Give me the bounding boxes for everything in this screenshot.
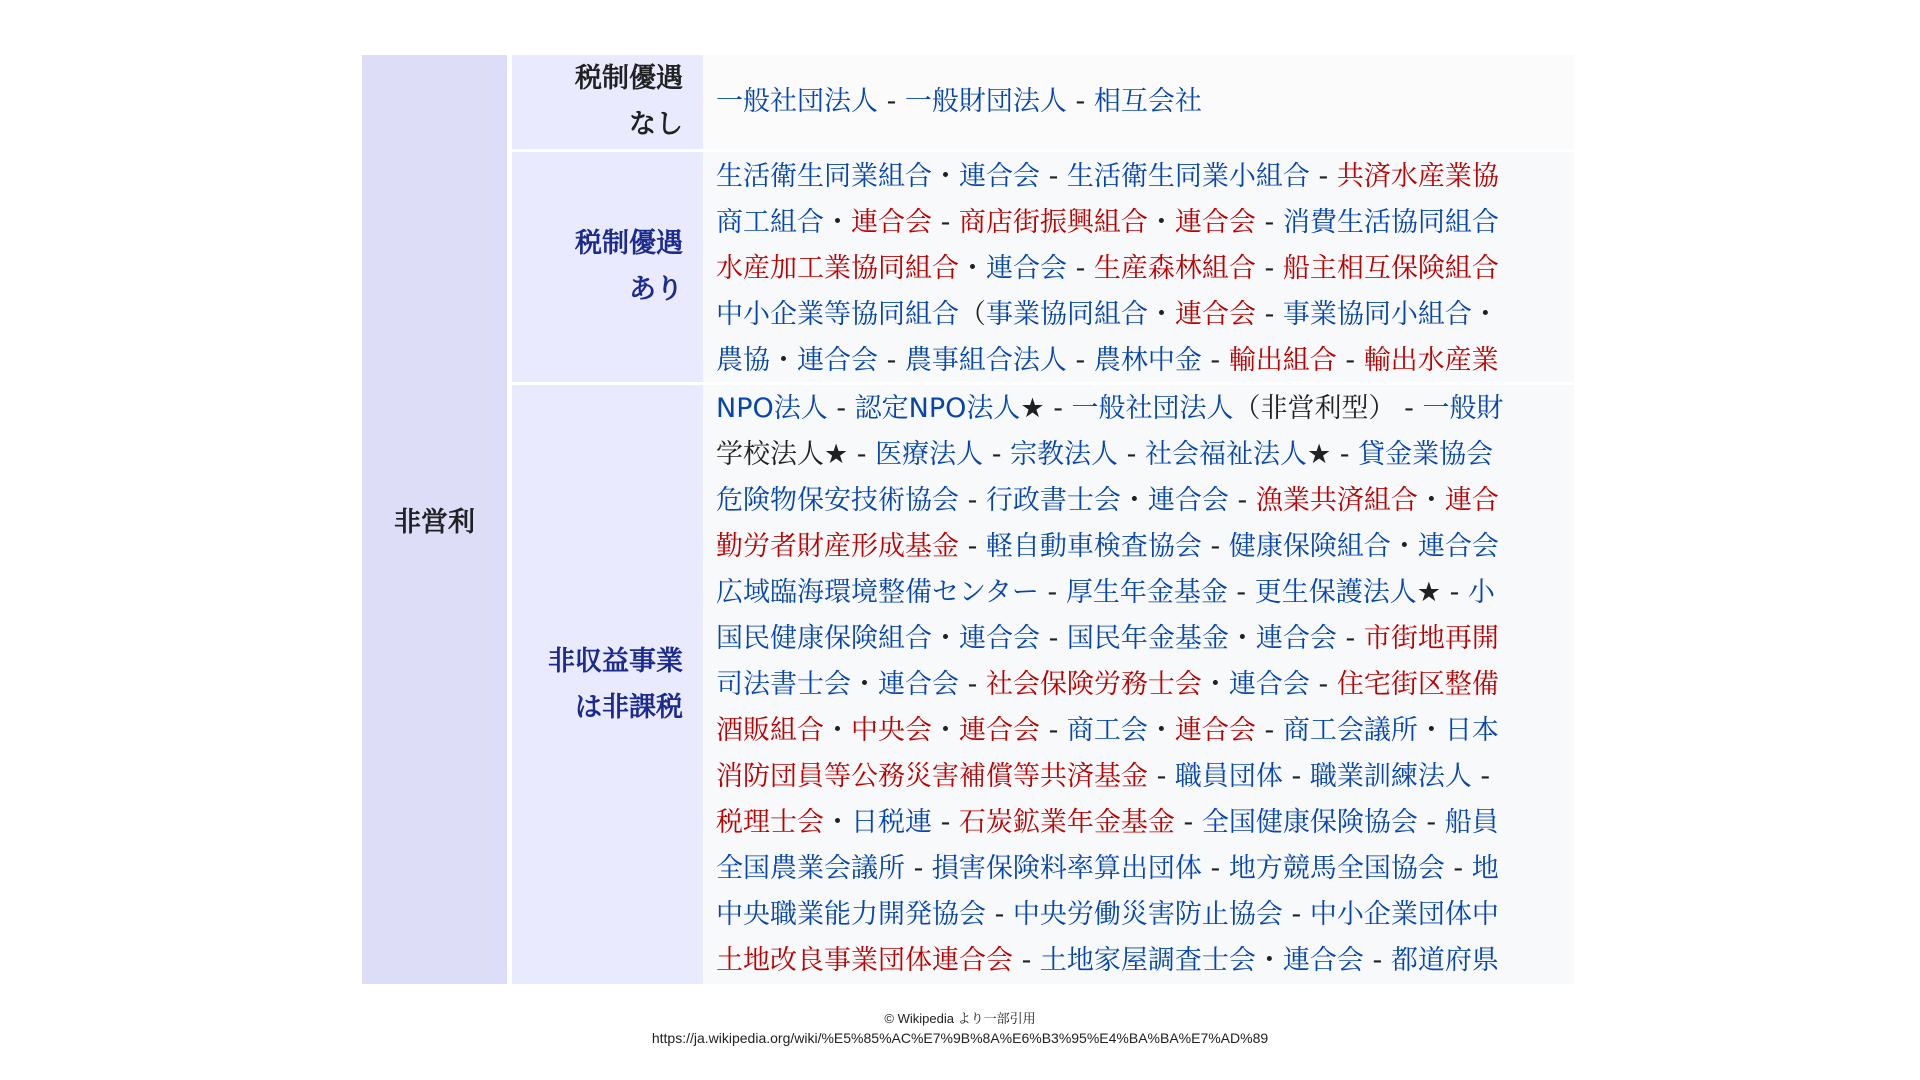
separator: ・ — [1147, 715, 1175, 746]
entity-link[interactable]: 医療法人 — [875, 439, 984, 470]
separator: - — [1040, 623, 1067, 654]
separator: ・ — [932, 161, 959, 192]
entity-text: ★ — [1020, 393, 1045, 424]
category-label-line: あり — [629, 274, 683, 305]
entity-row — [716, 200, 1499, 246]
entity-link[interactable]: 連合会 — [1282, 945, 1364, 976]
separator: - — [932, 807, 959, 838]
separator: - — [1255, 207, 1283, 238]
entity-link[interactable]: 農協 — [716, 345, 770, 376]
entity-link[interactable]: 連合会 — [878, 669, 959, 700]
separator: ・ — [1120, 485, 1148, 516]
entity-link[interactable]: 日本 — [1444, 715, 1499, 746]
entity-link[interactable]: 連合会 — [986, 253, 1067, 284]
entity-link[interactable]: 連合会 — [959, 161, 1040, 192]
entity-row — [716, 524, 1499, 570]
entity-link[interactable]: NPO法人 — [716, 393, 828, 424]
entity-link-missing[interactable]: 消防団員等公務災害補償等共済基金 — [716, 761, 1148, 792]
separator: ・ — [1417, 715, 1445, 746]
entity-link[interactable]: 連合会 — [1228, 669, 1310, 700]
separator: - — [983, 439, 1011, 470]
separator: - — [1174, 807, 1202, 838]
outer-category-cell — [362, 55, 507, 984]
entity-link[interactable]: 司法書士会 — [716, 669, 851, 700]
separator: - — [1336, 345, 1364, 376]
separator: - — [1066, 345, 1094, 376]
separator: - — [1336, 623, 1364, 654]
entity-link-missing[interactable]: 社会保険労務士会 — [985, 669, 1202, 700]
entity-link[interactable]: 連合会 — [1255, 623, 1337, 654]
entity-link-missing[interactable]: 連合会 — [1175, 299, 1256, 330]
entity-row — [716, 386, 1503, 432]
entity-link[interactable]: 社会福祉法人 — [1144, 439, 1307, 470]
entity-row — [716, 662, 1499, 708]
entity-link[interactable]: 損害保険料率算出団体 — [931, 853, 1202, 884]
entity-link-missing[interactable]: 生産森林組合 — [1093, 253, 1256, 284]
entity-link[interactable]: 地 — [1471, 853, 1499, 884]
entity-row — [716, 79, 1202, 125]
separator: - — [1040, 161, 1067, 192]
category-label-non-taxable[interactable] — [548, 639, 683, 731]
entity-link[interactable]: 日税連 — [851, 807, 932, 838]
entity-link[interactable]: 都道府県 — [1390, 945, 1499, 976]
entity-link[interactable]: 国民年金基金 — [1066, 623, 1229, 654]
entity-row — [716, 708, 1499, 754]
separator: ・ — [1417, 485, 1445, 516]
entity-link-missing[interactable]: 勤労者財産形成基金 — [716, 531, 959, 562]
separator: - — [848, 439, 876, 470]
separator: - — [1040, 715, 1067, 746]
entity-link[interactable]: 船員 — [1444, 807, 1499, 838]
entity-link-missing[interactable]: 水産加工業協同組合 — [716, 253, 959, 284]
entity-link[interactable]: 行政書士会 — [985, 485, 1121, 516]
category-label-no-tax-benefit — [575, 56, 683, 148]
entity-link[interactable]: 一般社団法人 — [716, 86, 878, 117]
entity-link-missing[interactable]: 輸出組合 — [1228, 345, 1337, 376]
separator: - — [932, 207, 959, 238]
entity-link[interactable]: 職員団体 — [1174, 761, 1283, 792]
separator: - — [1256, 299, 1283, 330]
entity-link[interactable]: 生活衛生同業組合 — [716, 161, 932, 192]
entity-link-missing[interactable]: 税理士会 — [716, 807, 824, 838]
separator: ・ — [1255, 945, 1283, 976]
outer-category-label: 非営利 — [394, 507, 475, 538]
entity-link[interactable]: 生活衛生同業小組合 — [1066, 161, 1310, 192]
entity-link[interactable]: 小 — [1467, 577, 1495, 608]
entity-text: ★ — [1416, 577, 1441, 608]
separator: ・ — [932, 623, 959, 654]
entity-link[interactable]: 国民健康保険組合 — [716, 623, 932, 654]
entity-link[interactable]: 貸金業協会 — [1358, 439, 1494, 470]
separator: - — [1044, 393, 1072, 424]
separator: ・ — [1201, 669, 1229, 700]
entity-row — [716, 432, 1493, 478]
entity-link[interactable]: 相互会社 — [1093, 86, 1202, 117]
entity-link[interactable]: 広域臨海環境整備センター — [716, 577, 1039, 608]
entity-row — [716, 846, 1499, 892]
separator: - — [878, 86, 905, 117]
entity-link[interactable]: 土地家屋調査士会 — [1039, 945, 1256, 976]
category-label-tax-benefit[interactable] — [575, 221, 683, 313]
entity-link[interactable]: 商工会 — [1066, 715, 1148, 746]
separator: - — [1201, 531, 1229, 562]
separator: - — [1282, 761, 1310, 792]
separator: - — [1444, 853, 1472, 884]
separator: - — [1038, 577, 1066, 608]
category-label-line: 税制優遇 — [575, 228, 683, 259]
entity-link[interactable]: 中央労働災害防止協会 — [1012, 899, 1283, 930]
separator: - — [1201, 853, 1229, 884]
entity-row — [716, 616, 1499, 662]
entity-row — [716, 338, 1499, 382]
separator: ・ — [1148, 299, 1175, 330]
category-cell-non-taxable — [512, 385, 703, 984]
separator: - — [1255, 253, 1283, 284]
entity-text: ★ — [1306, 439, 1332, 470]
entity-link[interactable]: 厚生年金基金 — [1065, 577, 1228, 608]
separator: - — [1417, 807, 1445, 838]
separator: （ — [959, 299, 986, 330]
separator: - — [1282, 899, 1310, 930]
entity-link-missing[interactable]: 連合会 — [851, 207, 932, 238]
entity-row — [716, 754, 1490, 800]
separator: - — [959, 531, 986, 562]
entity-link-missing[interactable]: 連合会 — [959, 715, 1040, 746]
entity-link[interactable]: 一般財 — [1422, 393, 1504, 424]
corporation-table — [362, 55, 1574, 984]
entity-row — [716, 938, 1499, 984]
category-label-line: 非収益事業 — [548, 645, 683, 677]
entity-row — [716, 478, 1499, 524]
entity-link[interactable]: 連合会 — [797, 345, 878, 376]
entity-link[interactable]: 宗教法人 — [1010, 439, 1119, 470]
entity-link[interactable]: 農事組合法人 — [904, 345, 1067, 376]
entity-link[interactable]: 商工会議所 — [1282, 715, 1418, 746]
separator: ・ — [959, 253, 986, 284]
credit-caption: © Wikipedia より一部引用 — [884, 1011, 1036, 1026]
entity-link[interactable]: 健康保険組合 — [1228, 531, 1391, 562]
category-label-line: は非課税 — [575, 691, 683, 723]
separator: - — [959, 485, 986, 516]
entity-link[interactable]: 全国健康保険協会 — [1201, 807, 1418, 838]
entity-link[interactable]: 中小企業等協同組合 — [716, 299, 959, 330]
entity-link-missing[interactable]: 連合 — [1444, 485, 1499, 516]
entity-list-tax-benefit — [703, 152, 1574, 382]
separator: - — [959, 669, 986, 700]
separator: - — [1227, 577, 1255, 608]
entity-list-no-tax-benefit — [703, 55, 1574, 149]
separator: - — [1471, 761, 1491, 792]
entity-text: 学校法人 — [716, 439, 824, 470]
separator: （非営利型） - — [1233, 393, 1423, 424]
separator: - — [1228, 485, 1256, 516]
entity-row — [716, 570, 1495, 616]
category-cell-no-tax-benefit — [512, 55, 703, 149]
separator: - — [1013, 945, 1040, 976]
entity-link[interactable]: 地方競馬全国協会 — [1228, 853, 1445, 884]
category-label-line: 税制優遇 — [575, 63, 683, 94]
entity-link-missing[interactable]: 漁業共済組合 — [1255, 485, 1418, 516]
entity-link-missing[interactable]: 酒販組合 — [716, 715, 824, 746]
separator: - — [905, 853, 932, 884]
entity-link[interactable]: 認定NPO法人 — [854, 393, 1021, 424]
separator: ・ — [1390, 531, 1418, 562]
separator: ・ — [932, 715, 959, 746]
category-cell-tax-benefit — [512, 152, 703, 382]
entity-link-missing[interactable]: 連合会 — [1174, 207, 1256, 238]
entity-link[interactable]: 中央職業能力開発協会 — [716, 899, 986, 930]
entity-row — [716, 292, 1499, 338]
entity-link[interactable]: 事業協同小組合 — [1282, 299, 1472, 330]
category-label-line: なし — [629, 109, 683, 140]
separator: ・ — [770, 345, 797, 376]
separator: - — [1201, 345, 1229, 376]
entity-link[interactable]: 一般財団法人 — [904, 86, 1067, 117]
entity-text: ★ — [824, 439, 849, 470]
entity-link[interactable]: 商工組合 — [716, 207, 824, 238]
entity-link-missing[interactable]: 連合会 — [1174, 715, 1256, 746]
entity-link[interactable]: 連合会 — [959, 623, 1040, 654]
entity-link-missing[interactable]: 共済水産業協 — [1336, 161, 1499, 192]
separator: - — [1363, 945, 1391, 976]
separator: - — [1066, 86, 1094, 117]
entity-link-missing[interactable]: 船主相互保険組合 — [1282, 253, 1499, 284]
source-url[interactable]: https://ja.wikipedia.org/wiki/%E5%85%AC%E7%9B%8A%E6%B3%95%E4%BA%BA%E7%AD%89 — [651, 1030, 1269, 1046]
entity-link-missing[interactable]: 市街地再開 — [1363, 623, 1499, 654]
separator: - — [1067, 253, 1094, 284]
separator: - — [1309, 669, 1337, 700]
entity-link-missing[interactable]: 住宅街区整備 — [1336, 669, 1499, 700]
entity-link[interactable]: 更生保護法人 — [1254, 577, 1417, 608]
entity-link[interactable]: 全国農業会議所 — [716, 853, 905, 884]
separator: ・ — [824, 715, 851, 746]
separator: ・ — [824, 807, 851, 838]
separator: - — [1255, 715, 1283, 746]
entity-list-non-taxable — [703, 385, 1574, 984]
entity-link-missing[interactable]: 輸出水産業 — [1363, 345, 1499, 376]
separator: - — [827, 393, 855, 424]
entity-link-missing[interactable]: 商店街振興組合 — [958, 207, 1148, 238]
separator: - — [1148, 761, 1175, 792]
separator: ・ — [1228, 623, 1256, 654]
entity-link[interactable]: 職業訓練法人 — [1309, 761, 1472, 792]
separator: - — [1118, 439, 1145, 470]
entity-link[interactable]: 一般社団法人 — [1071, 393, 1234, 424]
entity-link-missing[interactable]: 石炭鉱業年金基金 — [958, 807, 1175, 838]
entity-link[interactable]: 消費生活協同組合 — [1282, 207, 1499, 238]
entity-link[interactable]: 危険物保安技術協会 — [716, 485, 959, 516]
entity-link[interactable]: 連合会 — [1147, 485, 1229, 516]
separator: - — [986, 899, 1013, 930]
entity-link-missing[interactable]: 中央会 — [851, 715, 932, 746]
separator: ・ — [851, 669, 878, 700]
separator: - — [1331, 439, 1359, 470]
entity-link-missing[interactable]: 土地改良事業団体連合会 — [716, 945, 1013, 976]
separator: ・ — [824, 207, 851, 238]
entity-row — [716, 800, 1499, 846]
entity-row — [716, 892, 1499, 938]
entity-link[interactable]: 事業協同組合 — [986, 299, 1148, 330]
entity-link[interactable]: 軽自動車検査協会 — [985, 531, 1202, 562]
separator: - — [878, 345, 905, 376]
entity-row — [716, 154, 1499, 200]
separator: ・ — [1471, 299, 1499, 330]
separator: ・ — [1147, 207, 1175, 238]
entity-link[interactable]: 農林中金 — [1093, 345, 1202, 376]
separator: - — [1309, 161, 1337, 192]
entity-link[interactable]: 連合会 — [1417, 531, 1499, 562]
entity-link[interactable]: 中小企業団体中 — [1309, 899, 1499, 930]
separator: - — [1440, 577, 1468, 608]
entity-row — [716, 246, 1499, 292]
